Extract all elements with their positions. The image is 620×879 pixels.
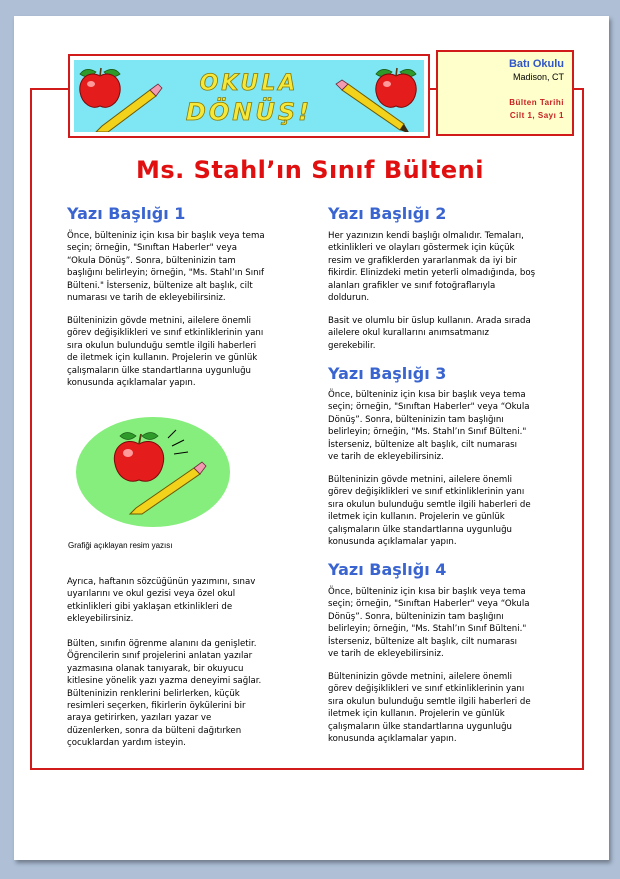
right-paragraph-1: Her yazınızın kendi başlığı olmalıdır. Temaları, etkinlikleri ve olayları göstermek için küçük resim ve grafiklerden yararlanmak da iyi bir fikirdir. Elinizdeki metin yeterli olmadığında, boş alanları grafikler ve sınıf fotoğraflarıyla doldurun. bbox=[328, 231, 536, 304]
banner-artwork bbox=[74, 60, 424, 132]
right-paragraph-3: Önce, bülteniniz için kısa bir başlık veya tema seçin; örneğin, "Sınıftan Haberler" veya “Okula Dönüş”. Sonra, bülteninizin tam başlığını belirleyin; örneğin, "Ms. Stahl’ın Sınıf Bülteni." İsterseniz, bültenize alt başlık, cilt numarası ve tarih de ekleyebilirsiniz. bbox=[328, 390, 530, 463]
image-caption: Grafiği açıklayan resim yazısı bbox=[68, 541, 173, 550]
heading-3: Yazı Başlığı 3 bbox=[328, 364, 447, 383]
volume-issue: Cilt 1, Sayı 1 bbox=[509, 111, 564, 120]
right-paragraph-5: Önce, bülteniniz için kısa bir başlık veya tema seçin; örneğin, "Sınıftan Haberler" veya “Okula Dönüş”. Sonra, bülteninizin tam başlığını belirleyin; örneğin, "Ms. Stahl’ın Sınıf Bülteni." İsterseniz, bültenize alt başlık, cilt numarası ve tarih de ekleyebilirsiniz. bbox=[328, 587, 530, 660]
right-paragraph-6: Bülteninizin gövde metnini, ailelere önemli görev değişiklikleri ve sınıf etkinliklerinin yanı sıra okulun bulunduğu semtle ilgili haberleri de iletmek için kullanın. Projelerin ve günlük çalışmaların ülke standartlarına uygunluğu konusunda açıklamalar yapın. bbox=[328, 672, 531, 745]
left-paragraph-3: Ayrıca, haftanın sözcüğünün yazımını, sınav uyarılarını ve okul gezisi veya özel okul etkinlikleri gibi yaklaşan etkinlikleri de ekleyebilirsiniz. bbox=[67, 577, 256, 625]
heading-2: Yazı Başlığı 2 bbox=[328, 204, 447, 223]
left-paragraph-1: Önce, bülteniniz için kısa bir başlık veya tema seçin; örneğin, "Sınıftan Haberler" veya “Okula Dönüş”. Sonra, bülteninizin tam başlığını belirleyin; örneğin, "Ms. Stahl’ın Sınıf Bülteni." İsterseniz, bültenize alt başlık, cilt numarası ve tarih de ekleyebilirsiniz. bbox=[67, 231, 265, 304]
left-paragraph-4: Bülten, sınıfın öğrenme alanını da genişletir. Öğrencilerin sınıf projelerini anlatan yazılar yazmasına olanak tanıyarak, bir okuyucu kitlesine yönelik yazı yazma deneyimi sağlar. Bülteninizin renklerini belirlerken, küçük resimleri seçerken, fikirlerin öykülerini bir araya getirirken, yazıları yazar ve düzenlerken, sonra da bülteni dağıtırken çocuklardan yardım isteyin. bbox=[67, 639, 262, 749]
right-paragraph-2: Basit ve olumlu bir üslup kullanın. Arada sırada ailelere okul kurallarını anımsatmanız gerekebilir. bbox=[328, 316, 531, 351]
banner-title-line1: OKULA bbox=[199, 71, 299, 96]
masthead-banner bbox=[68, 54, 430, 138]
heading-1: Yazı Başlığı 1 bbox=[67, 204, 186, 223]
apple-pencil-clipart bbox=[70, 410, 240, 535]
school-name: Batı Okulu bbox=[508, 58, 564, 70]
newsletter-info-box bbox=[436, 50, 574, 136]
newsletter-title: Ms. Stahl’ın Sınıf Bülteni bbox=[136, 156, 484, 184]
heading-4: Yazı Başlığı 4 bbox=[328, 560, 447, 579]
right-paragraph-4: Bülteninizin gövde metnini, ailelere önemli görev değişiklikleri ve sınıf etkinliklerinin yanı sıra okulun bulunduğu semtle ilgili haberleri de iletmek için kullanın. Projelerin ve günlük çalışmaların ülke standartlarına uygunluğu konusunda açıklamalar yapın. bbox=[328, 475, 531, 548]
banner-title-line2: DÖNÜŞ! bbox=[185, 98, 313, 126]
apple-icon bbox=[80, 68, 120, 107]
masthead-banner-fill bbox=[74, 60, 424, 132]
newsletter-date: Bülten Tarihi bbox=[509, 98, 564, 107]
school-city: Madison, CT bbox=[512, 72, 564, 82]
apple-icon bbox=[376, 68, 416, 107]
left-paragraph-2: Bülteninizin gövde metnini, ailelere önemli görev değişiklikleri ve sınıf etkinliklerinin yanı sıra okulun bulunduğu semtle ilgili haberleri de iletmek için kullanın. Projelerin ve günlük çalışmaların ülke standartlarına uygunluğu konusunda açıklamalar yapın. bbox=[67, 316, 264, 389]
